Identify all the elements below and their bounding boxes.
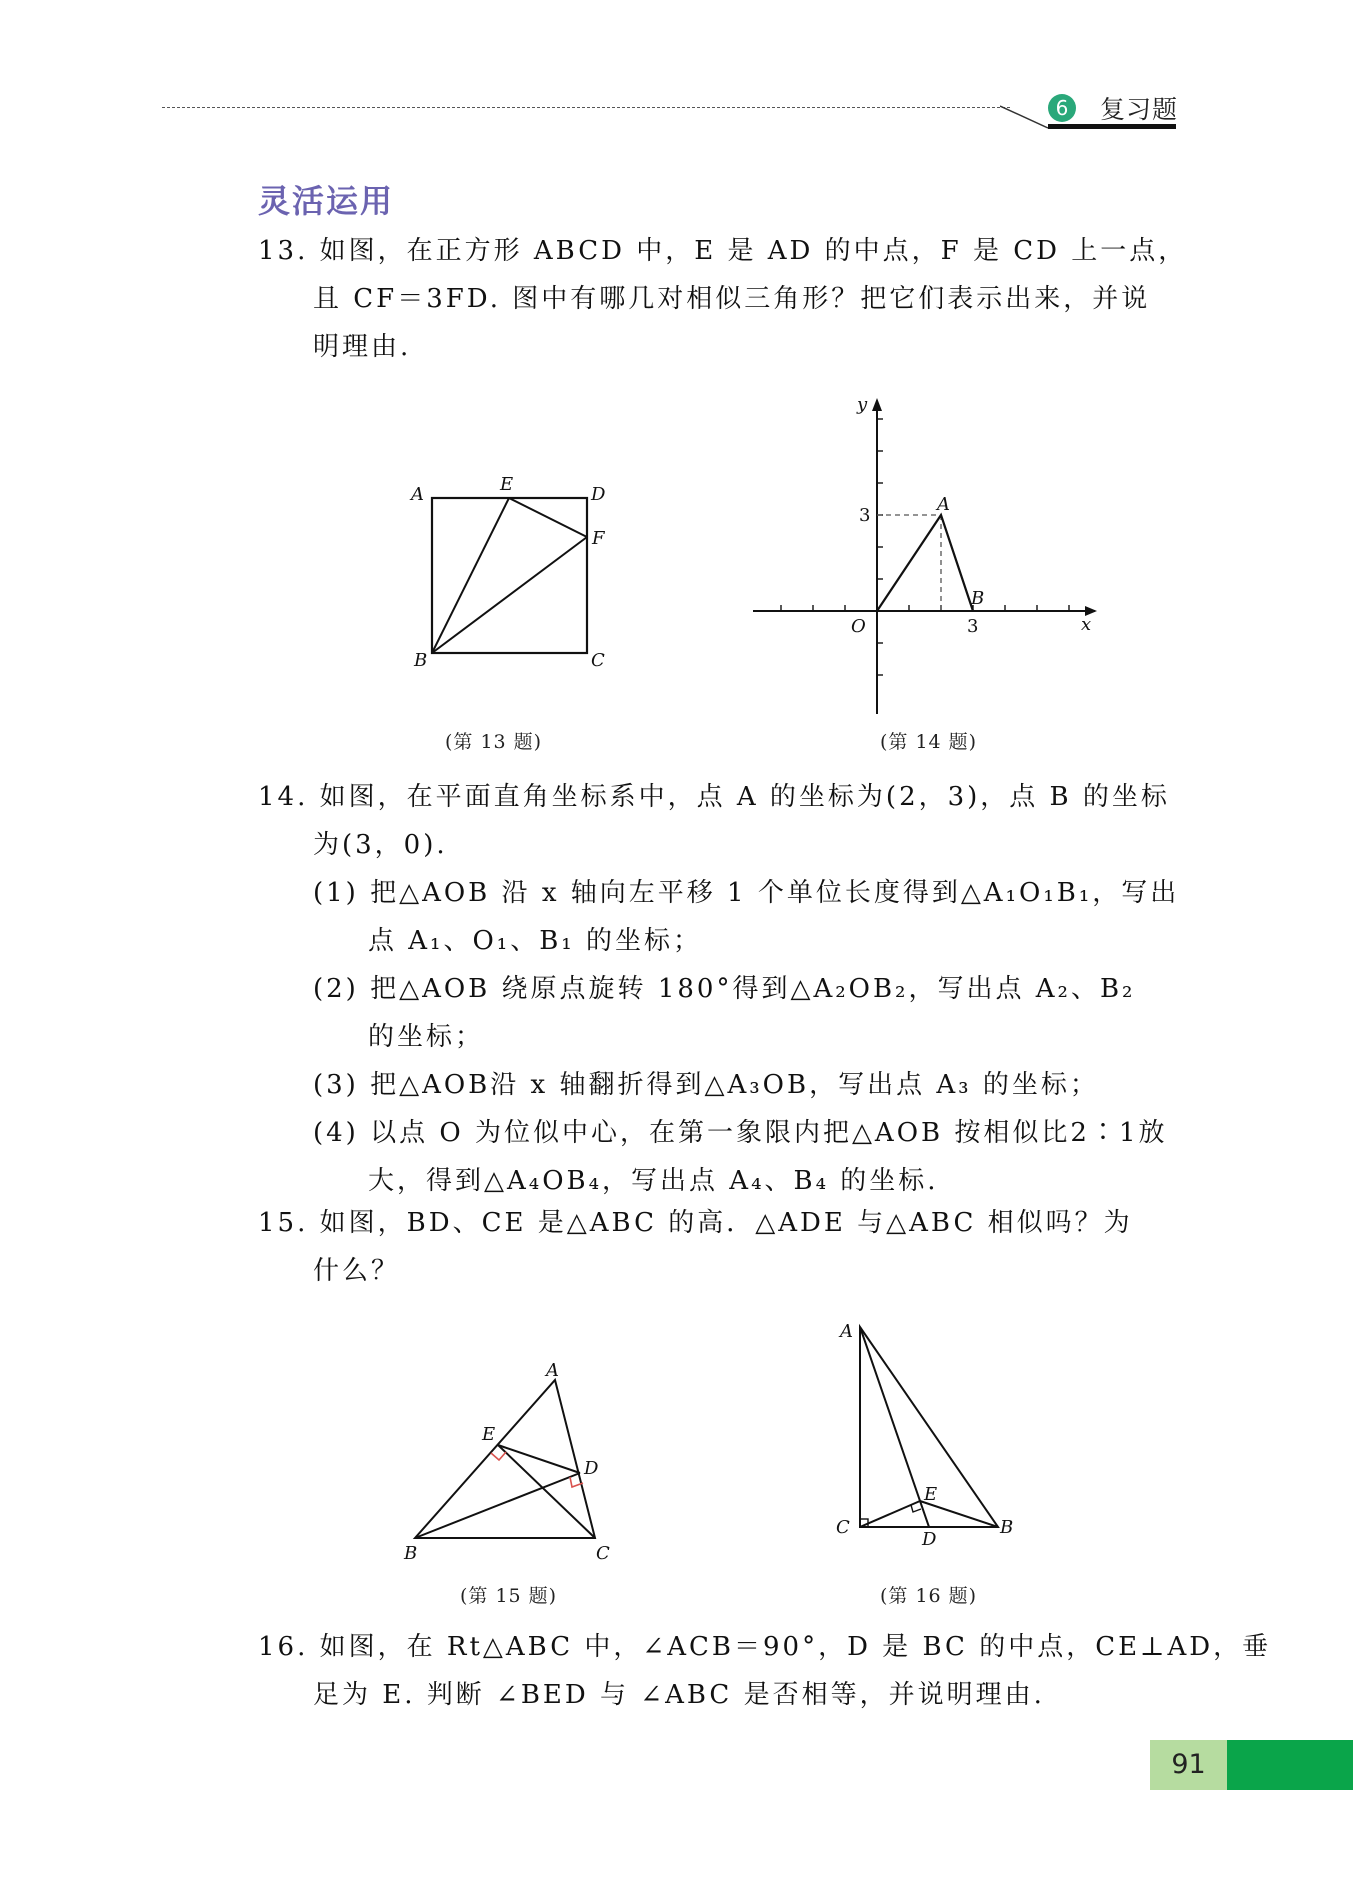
label-x: x [1081,614,1092,635]
label-c: C [836,1517,850,1538]
label-a: A [937,494,950,515]
problem-14-line-2: 为(3，0). [313,830,448,860]
problem-13-line-1: 13. 如图，在正方形 ABCD 中，E 是 AD 的中点，F 是 CD 上一点， [258,236,1188,266]
page-number-bar [1227,1740,1353,1790]
figure-15-triangle-diagram [390,1360,630,1570]
label-a: A [411,484,424,505]
problem-14-sub-2-line-1: (2) 把△AOB 绕原点旋转 180°得到△A₂OB₂，写出点 A₂、B₂ [313,974,1136,1004]
problem-14-sub-4-line-1: (4) 以点 O 为位似中心，在第一象限内把△AOB 按相似比2∶1放 [313,1118,1168,1148]
header-underline [1048,124,1176,129]
problem-14-sub-2-line-2: 的坐标； [368,1022,485,1052]
label-a: A [840,1321,853,1342]
right-angle-mark-e [491,1452,506,1460]
figure-13-square-diagram [400,470,620,670]
label-y: y [857,394,868,415]
figure-13-caption: (第 13 题) [445,731,543,753]
label-e: E [482,1424,496,1445]
problem-15-line-2: 什么？ [313,1256,401,1286]
label-c: C [591,650,605,670]
figure-14-coordinate-plane [745,392,1105,722]
label-y-three: 3 [859,505,871,526]
problem-13-line-2: 且 CF＝3FD. 图中有哪几对相似三角形？把它们表示出来，并说 [313,284,1151,314]
problem-16-line-1: 16. 如图，在 Rt△ABC 中，∠ACB＝90°，D 是 BC 的中点，CE⊥AD，垂 [258,1632,1272,1662]
chapter-title: 复习题 [1100,95,1179,124]
label-a: A [546,1360,559,1381]
label-b: B [971,588,985,609]
label-d: D [591,484,606,505]
page-number: 91 [1150,1740,1227,1790]
figure-15-caption: (第 15 题) [460,1585,558,1607]
label-e: E [500,474,514,495]
label-c: C [596,1543,610,1564]
label-d: D [584,1458,599,1479]
problem-14-sub-1-line-2: 点 A₁、O₁、B₁ 的坐标； [368,926,702,956]
header-dashed-rule [162,107,1010,108]
figure-14-caption: (第 14 题) [880,731,978,753]
problem-15-line-1: 15. 如图，BD、CE 是△ABC 的高．△ADE 与△ABC 相似吗？为 [258,1208,1133,1238]
square-abcd [432,498,587,653]
chapter-number-badge: 6 [1048,94,1076,122]
label-f: F [592,528,605,549]
label-b: B [404,1543,418,1564]
figure-16-caption: (第 16 题) [880,1585,978,1607]
label-b: B [414,650,428,670]
right-angle-mark-e [911,1505,921,1512]
label-b: B [1000,1517,1014,1538]
section-title: 灵活运用 [258,182,395,220]
label-o: O [851,616,866,637]
label-x-three: 3 [967,616,979,637]
label-e: E [924,1484,938,1505]
problem-14-line-1: 14. 如图，在平面直角坐标系中，点 A 的坐标为(2，3)，点 B 的坐标 [258,782,1170,812]
problem-14-sub-4-line-2: 大，得到△A₄OB₄，写出点 A₄、B₄ 的坐标. [368,1166,939,1196]
figure-16-right-triangle-diagram [830,1315,1030,1555]
problem-14-sub-1-line-1: (1) 把△AOB 沿 x 轴向左平移 1 个单位长度得到△A₁O₁B₁，写出 [313,878,1180,908]
problem-14-sub-3: (3) 把△AOB沿 x 轴翻折得到△A₃OB，写出点 A₃ 的坐标； [313,1070,1099,1100]
problem-16-line-2: 足为 E. 判断 ∠BED 与 ∠ABC 是否相等，并说明理由. [313,1680,1045,1710]
label-d: D [922,1529,937,1550]
problem-13-line-3: 明理由. [313,332,412,362]
